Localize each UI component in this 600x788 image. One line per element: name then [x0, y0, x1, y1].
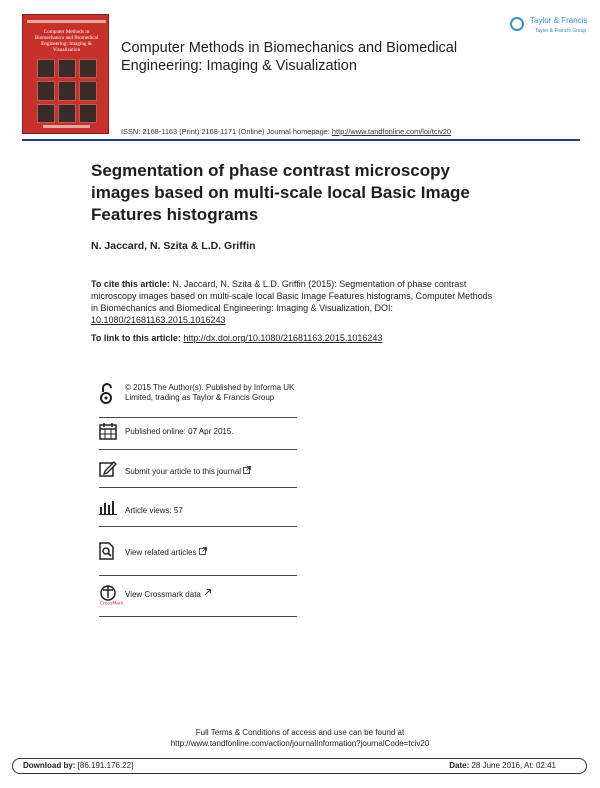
- related-row[interactable]: [99, 542, 297, 560]
- views-row: [99, 501, 297, 519]
- article-doi-url[interactable]: http://dx.doi.org/10.1080/21681163.2015.1016243: [183, 333, 383, 343]
- crossmark-row[interactable]: [99, 585, 297, 605]
- citation-block: [91, 278, 501, 326]
- related-articles-icon: [99, 542, 115, 563]
- published-row: [99, 422, 297, 440]
- issn-text: ISSN: 2168-1163 (Print) 2168-1171 (Online) Journal homepage:: [121, 127, 330, 136]
- cover-tile: [79, 104, 97, 123]
- open-access-lock-icon: [99, 383, 113, 408]
- cover-tile: [58, 59, 76, 78]
- cover-bottom-band: [43, 125, 90, 128]
- issn-line: [121, 127, 451, 136]
- info-divider: [99, 449, 297, 450]
- calendar-icon: [99, 422, 117, 443]
- journal-cover-image: [22, 14, 109, 134]
- info-divider: [99, 526, 297, 527]
- cover-tile: [37, 104, 55, 123]
- publisher-logo-icon: [510, 17, 524, 31]
- downloaded-by-label: Download by:: [23, 761, 76, 770]
- article-authors: N. Jaccard, N. Szita & L.D. Griffin: [91, 240, 256, 252]
- crossmark-label: View Crossmark data: [125, 590, 201, 599]
- terms-line-1: Full Terms & Conditions of access and use can be found at: [195, 728, 405, 737]
- open-access-text: © 2015 The Author(s). Published by Informa UK Limited, trading as Taylor & Francis Group: [125, 383, 295, 402]
- download-info-bar: [12, 758, 587, 774]
- citation-label: To cite this article:: [91, 279, 170, 289]
- submit-article-label: Submit your article to this journal: [125, 467, 242, 476]
- terms-notice: [0, 727, 600, 749]
- publisher-logo[interactable]: [510, 14, 586, 40]
- related-articles-label: View related articles: [125, 548, 197, 557]
- cover-tile: [58, 81, 76, 100]
- citation-text: N. Jaccard, N. Szita & L.D. Griffin (2015): Segmentation of phase contrast microscopy images based on multi-scale local Basic Image Features histograms, Computer Methods in Biomechanics and Biomedical Engineering: Imaging & Visualization, DOI:: [91, 279, 493, 313]
- published-date-text: Published online: 07 Apr 2015.: [125, 427, 234, 436]
- download-date-label: Date:: [449, 761, 470, 770]
- cover-title: Computer Methods in Biomechanics and Biomedical Engineering: Imaging & Visualization: [34, 29, 99, 53]
- article-link-label: To link to this article:: [91, 333, 181, 343]
- publisher-name: Taylor & Francis: [530, 16, 588, 25]
- cover-tile: [37, 59, 55, 78]
- journal-homepage-link[interactable]: http://www.tandfonline.com/loi/tciv20: [331, 127, 452, 136]
- header-divider: [22, 139, 580, 141]
- open-access-row: [99, 383, 297, 415]
- crossmark-icon: [99, 585, 124, 608]
- download-date: [449, 761, 556, 770]
- cover-tile: [37, 81, 55, 100]
- journal-title: Computer Methods in Biomechanics and Biomedical Engineering: Imaging & Visualization: [121, 40, 458, 74]
- cover-tile: [58, 104, 76, 123]
- downloaded-by-value: [86.191.176.22]: [77, 761, 134, 770]
- edit-icon: [99, 461, 117, 480]
- cover-tile: [79, 59, 97, 78]
- info-divider: [99, 417, 297, 418]
- article-link-line: [91, 333, 382, 343]
- submit-row[interactable]: [99, 461, 297, 479]
- download-date-value: 28 June 2016, At: 02:41: [471, 761, 556, 770]
- article-title: Segmentation of phase contrast microscopy images based on multi-scale local Basic Image Features histograms: [91, 161, 470, 224]
- publisher-tagline: Taylor & Francis Group: [535, 28, 587, 34]
- external-link-icon: [243, 466, 251, 474]
- info-divider: [99, 487, 297, 488]
- info-divider: [99, 616, 297, 617]
- bar-chart-icon: [99, 501, 117, 518]
- cover-image-grid: [37, 59, 97, 123]
- svg-text:CrossMark: CrossMark: [100, 601, 124, 607]
- citation-doi-link[interactable]: 10.1080/21681163.2015.1016243: [91, 315, 226, 325]
- submit-article-link[interactable]: [125, 466, 251, 477]
- cover-tile: [79, 81, 97, 100]
- article-views-text: Article views: 57: [125, 506, 183, 515]
- related-articles-link[interactable]: [125, 547, 207, 558]
- external-link-icon: [199, 547, 207, 555]
- crossmark-link[interactable]: [125, 589, 211, 600]
- info-divider: [99, 575, 297, 576]
- terms-url[interactable]: http://www.tandfonline.com/action/journalInformation?journalCode=tciv20: [170, 739, 430, 748]
- downloaded-by: [23, 761, 133, 770]
- external-link-icon: [203, 589, 211, 597]
- cover-top-band: [27, 20, 106, 23]
